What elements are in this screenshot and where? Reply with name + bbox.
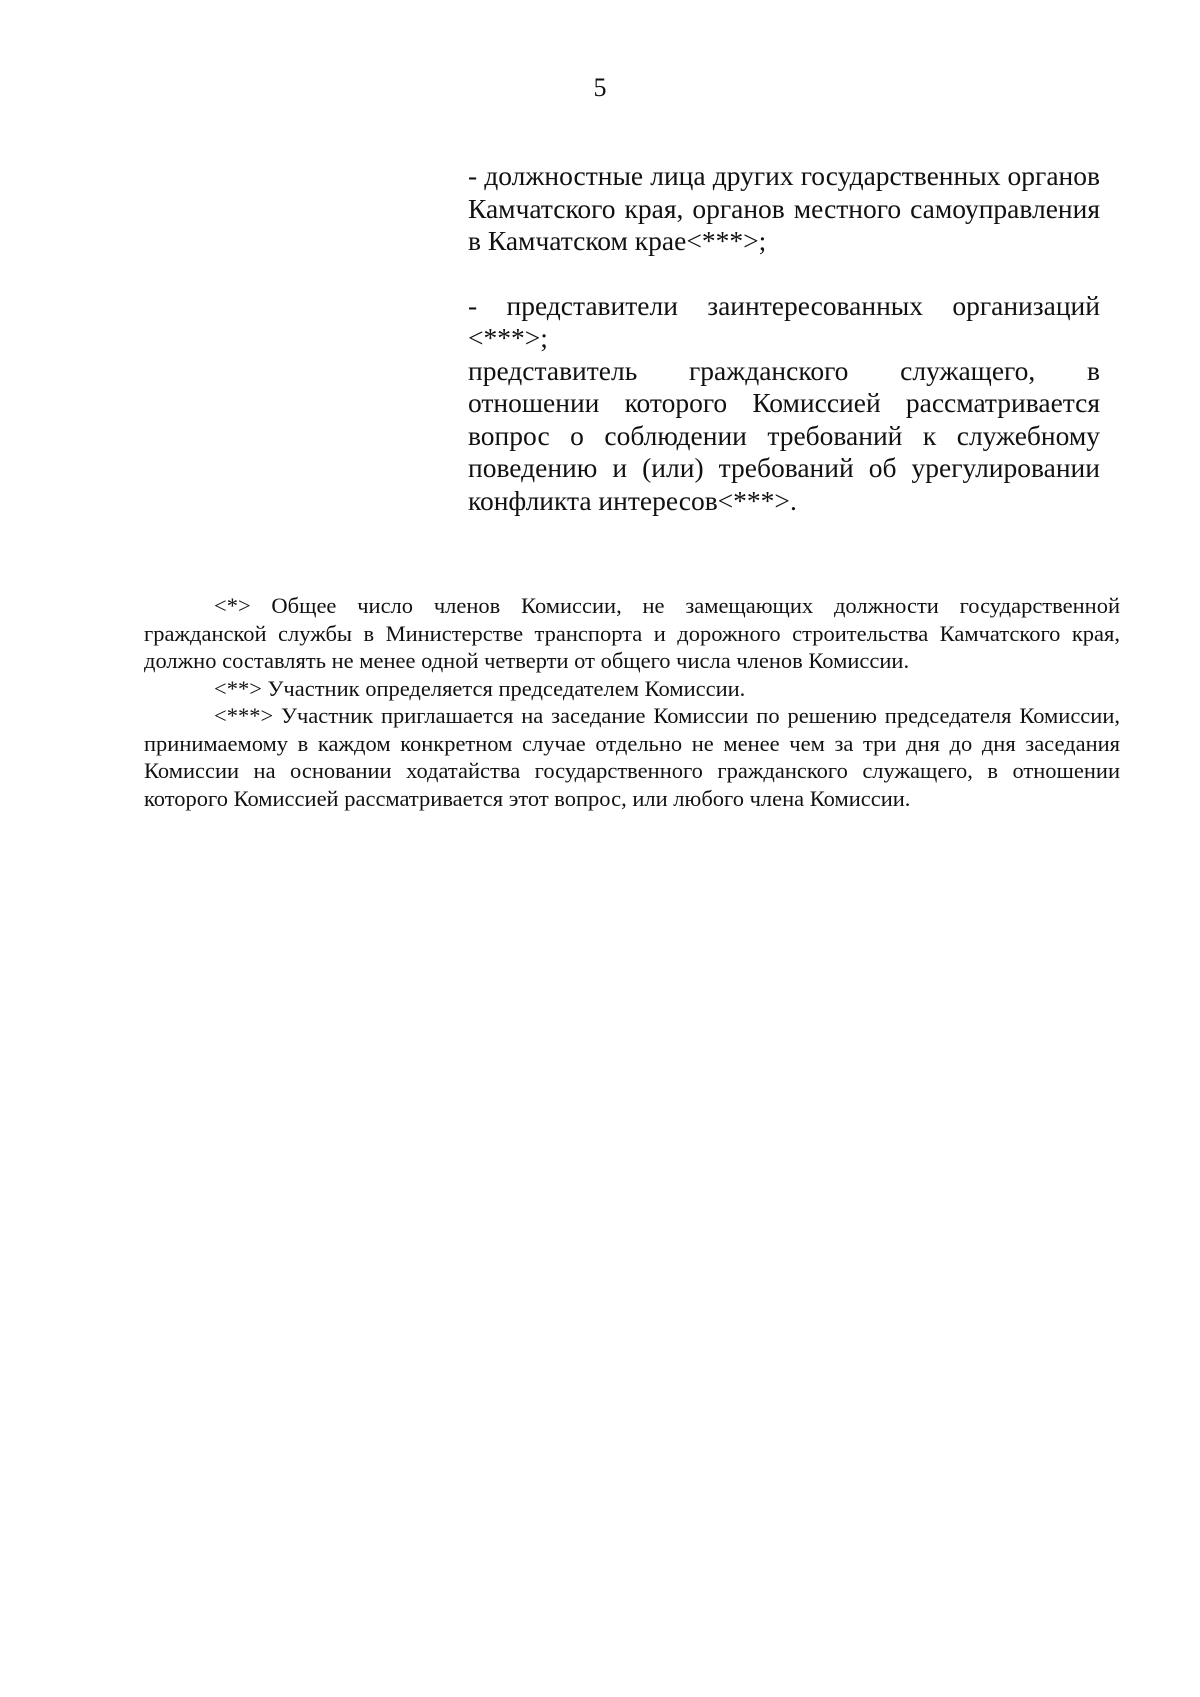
participants-list bbox=[468, 160, 1100, 517]
participant-officials: - должностные лица других государственных органов Камчатского края, органов местного самоуправления в Камчатском крае<***>; bbox=[468, 160, 1100, 256]
page-number: 5 bbox=[593, 73, 607, 102]
footnotes bbox=[144, 592, 1120, 812]
participant-representative: представитель гражданского служащего, в отношении которого Комиссией рассматривается вопрос о соблюдении требований к служебному поведению и (или) требований об урегулировании конфликта интересов<***>. bbox=[468, 354, 1100, 516]
footnote-2: <**> Участник определяется председателем Комиссии. bbox=[214, 675, 746, 701]
participant-organizations: - представители заинтересованных организаций <***>; bbox=[468, 289, 1100, 353]
footnote-1: <*> Общее число членов Комиссии, не замещающих должности государственной гражданской службы в Министерстве транспорта и дорожного строительства Камчатского края, должно составлять не менее одной четверти от общего числа членов Комиссии. bbox=[144, 593, 1120, 673]
footnote-3: <***> Участник приглашается на заседание Комиссии по решению председателя Комиссии, принимаемому в каждом конкретном случае отдельно не менее чем за три дня до дня заседания Комиссии на основании ходатайства государственного гражданского служащего, в отношении которого Комиссией рассматривается этот вопрос, или любого члена Комиссии. bbox=[144, 703, 1120, 811]
